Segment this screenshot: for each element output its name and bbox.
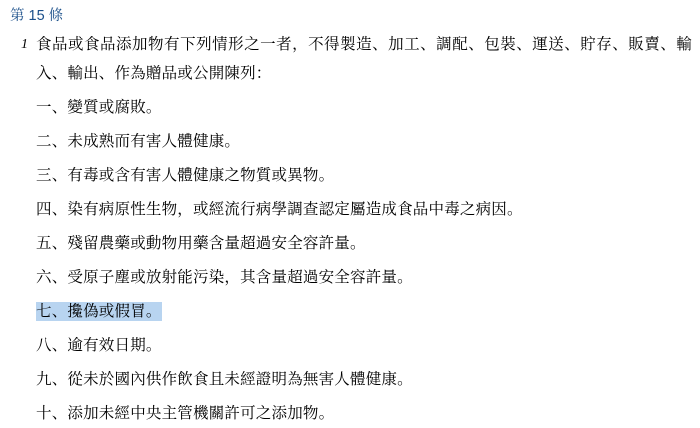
list-item-text: 七、攙偽或假冒。 [36, 303, 162, 320]
list-item-text: 十、添加未經中央主管機關許可之添加物。 [36, 405, 335, 422]
list-item [36, 156, 692, 190]
article-heading: 第 15 條 [10, 8, 64, 24]
list-item-text: 八、逾有效日期。 [36, 337, 162, 354]
list-item [36, 360, 692, 394]
list-item [36, 258, 692, 292]
clause-number: 1 [21, 37, 28, 52]
list-item [36, 190, 692, 224]
list-item [36, 394, 692, 428]
clause-block [8, 30, 692, 428]
list-item-text: 五、殘留農藥或動物用藥含量超過安全容許量。 [36, 235, 366, 252]
list-item [36, 224, 692, 258]
list-item [36, 88, 692, 122]
list-item-text: 六、受原子塵或放射能污染，其含量超過安全容許量。 [36, 269, 413, 286]
list-item-text: 三、有毒或含有害人體健康之物質或異物。 [36, 167, 335, 184]
list-item-text: 四、染有病原性生物，或經流行病學調查認定屬造成食品中毒之病因。 [36, 201, 523, 218]
list-item-text: 二、未成熟而有害人體健康。 [36, 133, 241, 150]
lead-paragraph: 食品或食品添加物有下列情形之一者，不得製造、加工、調配、包裝、運送、貯存、販賣、輸入、輸出、作為贈品或公開陳列： [36, 36, 692, 82]
clause-content [36, 30, 692, 428]
list-item-highlighted[interactable] [36, 292, 692, 326]
list-item-text: 一、變質或腐敗。 [36, 99, 162, 116]
list-item [36, 122, 692, 156]
list-item-text: 九、從未於國內供作飲食且未經證明為無害人體健康。 [36, 371, 413, 388]
list-item [36, 326, 692, 360]
